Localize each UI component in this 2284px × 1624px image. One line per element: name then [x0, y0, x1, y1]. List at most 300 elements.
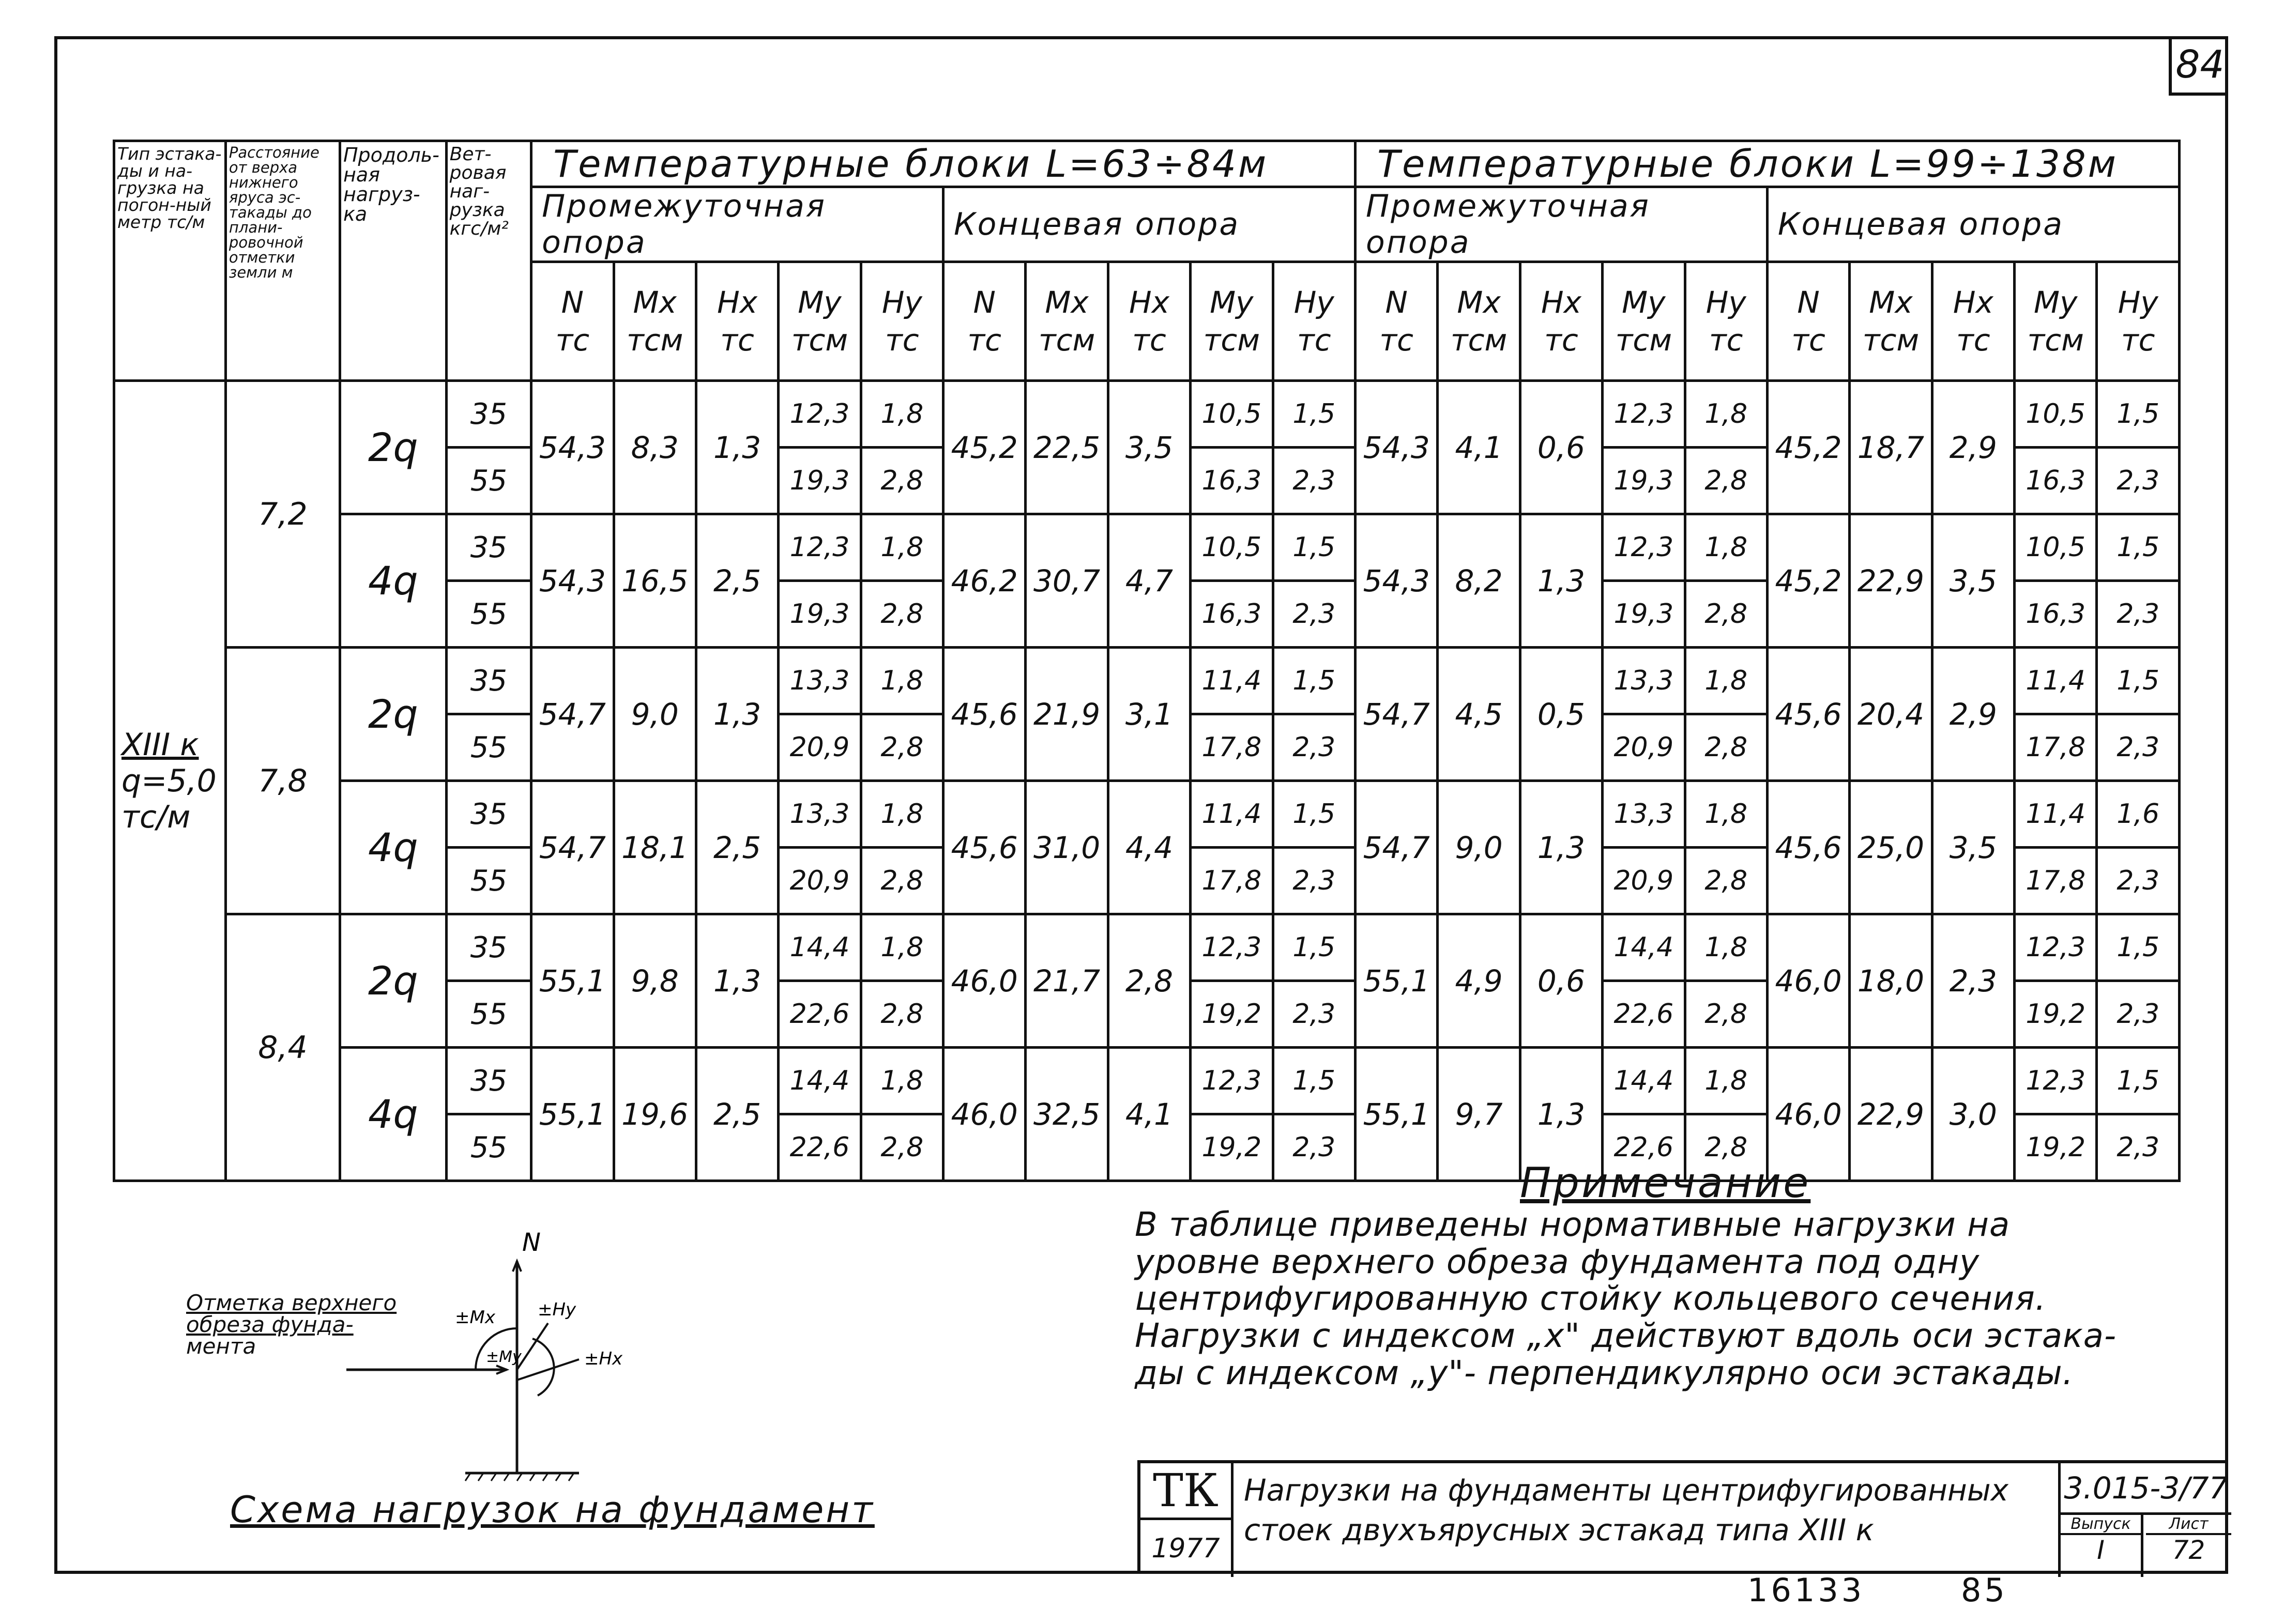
symbol-unit: тс: [967, 322, 1002, 358]
value-hy: 1,8: [861, 381, 943, 448]
note-line: ды с индексом „y"- перпендикулярно оси эстакады.: [1135, 1354, 2074, 1392]
value-hx: 4,7: [1108, 514, 1190, 648]
value-n: 46,2: [943, 514, 1026, 648]
group2-end-header: Концевая опора: [1767, 187, 2179, 262]
value-n: 54,7: [531, 648, 614, 781]
value-mx: 9,0: [1438, 781, 1520, 914]
value-hy: 1,6: [2097, 781, 2180, 848]
value-my: 11,4: [1191, 781, 1273, 848]
value-mx: 4,1: [1438, 381, 1520, 514]
value-my: 12,3: [1603, 381, 1685, 448]
symbol-header-hx: [1932, 262, 2014, 381]
value-my: 12,3: [1191, 1048, 1273, 1114]
symbol-header-hy: [1273, 262, 1356, 381]
symbol-name: Hy: [2118, 285, 2158, 320]
table-row: [114, 381, 2180, 448]
issue-label: Выпуск: [2061, 1515, 2141, 1535]
loads-table: [113, 140, 2181, 1182]
symbol-name: N: [973, 285, 996, 320]
value-hx: 3,0: [1932, 1048, 2014, 1181]
schema-caption: Схема нагрузок на фундамент: [230, 1489, 875, 1531]
symbol-header-hy: [861, 262, 943, 381]
mark-label-line: мента: [186, 1334, 256, 1359]
value-mx: 22,9: [1850, 514, 1932, 648]
value-my: 12,3: [779, 381, 861, 448]
value-hy: 1,5: [2097, 1048, 2180, 1114]
symbol-unit: тс: [1709, 322, 1743, 358]
value-hy: 2,3: [2097, 581, 2180, 648]
value-hy: 1,8: [1685, 514, 1767, 581]
symbol-unit: тсм: [1862, 322, 1920, 358]
value-hy: 2,8: [861, 848, 943, 914]
value-my: 19,3: [1603, 448, 1685, 514]
group1-header: Температурные блоки L=63÷84м: [531, 141, 1356, 187]
value-n: 54,3: [531, 514, 614, 648]
structure-type-cell: [114, 381, 226, 1181]
value-hy: 1,5: [2097, 914, 2180, 981]
value-my: 17,8: [2015, 714, 2097, 781]
value-n: 45,6: [943, 648, 1026, 781]
value-mx: 19,6: [614, 1048, 696, 1181]
symbol-name: N: [1385, 285, 1408, 320]
value-hx: 2,9: [1932, 648, 2014, 781]
symbol-header-n: [531, 262, 614, 381]
symbol-name: Hx: [1953, 285, 1993, 320]
longitudinal-load-cell: 4q: [340, 1048, 446, 1181]
symbol-unit: тс: [1297, 322, 1331, 358]
symbol-header-n: [1767, 262, 1849, 381]
value-my: 19,3: [779, 448, 861, 514]
value-mx: 8,3: [614, 381, 696, 514]
value-my: 14,4: [1603, 1048, 1685, 1114]
value-my: 10,5: [1191, 381, 1273, 448]
value-hx: 4,4: [1108, 781, 1190, 914]
issue-cell: [2058, 1515, 2143, 1577]
distance-cell: 7,8: [225, 648, 340, 914]
note-line: уровне верхнего обреза фундамента под одну: [1135, 1243, 1980, 1281]
symbol-header-hy: [2097, 262, 2180, 381]
value-hx: 1,3: [1520, 1048, 1602, 1181]
value-hx: 1,3: [696, 381, 778, 514]
symbol-unit: тс: [1132, 322, 1166, 358]
value-hy: 2,8: [861, 981, 943, 1048]
value-my: 22,6: [1603, 981, 1685, 1048]
value-my: 22,6: [1603, 1114, 1685, 1181]
value-hx: 4,1: [1108, 1048, 1190, 1181]
value-n: 46,0: [943, 1048, 1026, 1181]
note-line: центрифугированную стойку кольцевого сечения.: [1135, 1280, 2047, 1319]
value-hy: 2,8: [1685, 581, 1767, 648]
value-hy: 2,3: [1273, 1114, 1356, 1181]
value-my: 14,4: [779, 914, 861, 981]
symbol-name: My: [1210, 285, 1254, 320]
wind-pressure-cell: 55: [446, 848, 531, 914]
header-longitudinal-load: Продоль-ная нагруз-ка: [340, 141, 446, 381]
structure-type-load: q=5,0 тс/м: [121, 762, 217, 835]
mark-label-line: обреза фунда-: [186, 1312, 354, 1337]
longitudinal-load-cell: 2q: [340, 381, 446, 514]
value-hy: 2,8: [1685, 1114, 1767, 1181]
value-mx: 22,9: [1850, 1048, 1932, 1181]
value-n: 55,1: [1356, 1048, 1438, 1181]
value-n: 54,7: [1356, 781, 1438, 914]
wind-pressure-cell: 35: [446, 381, 531, 448]
value-n: 55,1: [1356, 914, 1438, 1048]
value-hy: 2,3: [1273, 981, 1356, 1048]
value-my: 10,5: [1191, 514, 1273, 581]
value-hx: 3,5: [1932, 514, 2014, 648]
value-n: 45,6: [1767, 648, 1849, 781]
group2-header: Температурные блоки L=99÷138м: [1356, 141, 2180, 187]
value-my: 17,8: [1191, 848, 1273, 914]
symbol-name: N: [561, 285, 584, 320]
header-distance: Расстояние от верха нижнего яруса эс-такады до плани-ровочной отметки земли м: [225, 141, 340, 381]
value-hy: 1,5: [1273, 1048, 1356, 1114]
value-my: 12,3: [2015, 1048, 2097, 1114]
symbol-unit: тс: [1544, 322, 1578, 358]
value-hy: 1,5: [1273, 648, 1356, 714]
symbol-unit: тсм: [626, 322, 683, 358]
wind-pressure-cell: 55: [446, 1114, 531, 1181]
symbol-unit: тсм: [1203, 322, 1260, 358]
distance-cell: 7,2: [225, 381, 340, 648]
value-mx: 21,9: [1026, 648, 1108, 781]
value-my: 11,4: [1191, 648, 1273, 714]
symbol-name: Hx: [1129, 285, 1169, 320]
value-my: 10,5: [2015, 514, 2097, 581]
table-row: [114, 914, 2180, 981]
value-hy: 1,8: [1685, 648, 1767, 714]
value-n: 46,0: [943, 914, 1026, 1048]
value-hy: 2,3: [2097, 714, 2180, 781]
value-hy: 1,5: [1273, 514, 1356, 581]
org-code: ТК: [1140, 1463, 1234, 1520]
symbol-unit: тс: [1791, 322, 1825, 358]
group1-end-header: Концевая опора: [943, 187, 1356, 262]
value-my: 13,3: [779, 781, 861, 848]
table-row: [114, 781, 2180, 848]
value-mx: 30,7: [1026, 514, 1108, 648]
wind-pressure-cell: 35: [446, 514, 531, 581]
value-hy: 1,8: [861, 914, 943, 981]
value-mx: 32,5: [1026, 1048, 1108, 1181]
header-wind-load: Вет-ровая наг-рузка кгс/м²: [446, 141, 531, 381]
symbol-name: Mx: [1457, 285, 1501, 320]
value-hy: 2,3: [1273, 848, 1356, 914]
value-hx: 3,1: [1108, 648, 1190, 781]
value-hx: 1,3: [696, 914, 778, 1048]
value-hx: 3,5: [1108, 381, 1190, 514]
longitudinal-load-cell: 2q: [340, 648, 446, 781]
value-n: 45,2: [1767, 514, 1849, 648]
value-my: 17,8: [1191, 714, 1273, 781]
table-row: [114, 514, 2180, 581]
value-hy: 1,8: [1685, 1048, 1767, 1114]
value-hx: 2,5: [696, 781, 778, 914]
symbol-header-mx: [1850, 262, 1932, 381]
value-mx: 20,4: [1850, 648, 1932, 781]
value-hy: 1,8: [1685, 381, 1767, 448]
document-code: 3.015-3/77: [2058, 1463, 2231, 1515]
value-mx: 18,0: [1850, 914, 1932, 1048]
archive-number: 16133: [1747, 1571, 1865, 1609]
symbol-header-my: [1603, 262, 1685, 381]
symbol-unit: тсм: [1450, 322, 1508, 358]
value-my: 20,9: [779, 714, 861, 781]
longitudinal-load-cell: 2q: [340, 914, 446, 1048]
wind-pressure-cell: 35: [446, 648, 531, 714]
value-my: 19,2: [1191, 981, 1273, 1048]
symbol-name: Hy: [1706, 285, 1746, 320]
value-mx: 21,7: [1026, 914, 1108, 1048]
value-n: 54,3: [531, 381, 614, 514]
table-row: [114, 648, 2180, 714]
wind-pressure-cell: 35: [446, 781, 531, 848]
symbol-name: N: [1797, 285, 1820, 320]
value-hy: 1,8: [861, 514, 943, 581]
value-mx: 4,9: [1438, 914, 1520, 1048]
wind-pressure-cell: 55: [446, 714, 531, 781]
symbol-header-n: [1356, 262, 1438, 381]
value-mx: 16,5: [614, 514, 696, 648]
value-hy: 2,8: [1685, 981, 1767, 1048]
value-my: 22,6: [779, 981, 861, 1048]
value-my: 12,3: [1603, 514, 1685, 581]
value-my: 13,3: [1603, 781, 1685, 848]
symbol-unit: тсм: [1038, 322, 1095, 358]
value-hy: 2,3: [1273, 448, 1356, 514]
symbol-name: My: [2034, 285, 2078, 320]
note-text: [1135, 1207, 2210, 1392]
value-mx: 8,2: [1438, 514, 1520, 648]
symbol-header-my: [779, 262, 861, 381]
value-hx: 2,8: [1108, 914, 1190, 1048]
value-n: 54,7: [531, 781, 614, 914]
symbol-name: Hx: [717, 285, 758, 320]
value-hy: 1,8: [861, 1048, 943, 1114]
bottom-numbers: [1747, 1571, 2091, 1609]
page-number: 84: [2169, 36, 2228, 96]
value-my: 11,4: [2015, 781, 2097, 848]
value-mx: 9,7: [1438, 1048, 1520, 1181]
value-my: 11,4: [2015, 648, 2097, 714]
longitudinal-load-cell: 4q: [340, 514, 446, 648]
value-hx: 3,5: [1932, 781, 2014, 914]
value-mx: 18,1: [614, 781, 696, 914]
value-my: 12,3: [779, 514, 861, 581]
wind-pressure-cell: 55: [446, 981, 531, 1048]
value-hy: 2,3: [1273, 714, 1356, 781]
symbol-header-hy: [1685, 262, 1767, 381]
value-hx: 0,6: [1520, 914, 1602, 1048]
value-hy: 2,8: [861, 1114, 943, 1181]
value-my: 13,3: [1603, 648, 1685, 714]
value-my: 16,3: [1191, 581, 1273, 648]
symbol-unit: тс: [885, 322, 919, 358]
value-n: 45,2: [1767, 381, 1849, 514]
value-hy: 1,8: [861, 648, 943, 714]
value-my: 12,3: [2015, 914, 2097, 981]
value-mx: 9,0: [614, 648, 696, 781]
schema-mx-label: ±Mx: [455, 1307, 495, 1328]
schema-hy-label: ±Hy: [538, 1299, 576, 1320]
symbol-header-mx: [1026, 262, 1108, 381]
symbol-header-n: [943, 262, 1026, 381]
value-my: 22,6: [779, 1114, 861, 1181]
value-mx: 31,0: [1026, 781, 1108, 914]
symbol-name: My: [1622, 285, 1666, 320]
value-hx: 2,5: [696, 514, 778, 648]
value-hx: 1,3: [1520, 514, 1602, 648]
value-n: 54,7: [1356, 648, 1438, 781]
value-hy: 2,3: [1273, 581, 1356, 648]
value-my: 10,5: [2015, 381, 2097, 448]
value-hy: 1,5: [1273, 381, 1356, 448]
structure-type-label: XIII к: [121, 726, 199, 763]
value-hy: 1,5: [2097, 648, 2180, 714]
note-line: В таблице приведены нормативные нагрузки на: [1135, 1206, 2011, 1244]
value-hy: 2,8: [1685, 448, 1767, 514]
value-n: 46,0: [1767, 1048, 1849, 1181]
value-my: 19,3: [779, 581, 861, 648]
title-line-2: стоек двухъярусных эстакад типа XIII к: [1244, 1512, 1874, 1548]
wind-pressure-cell: 55: [446, 448, 531, 514]
value-hx: 0,5: [1520, 648, 1602, 781]
value-hy: 1,5: [2097, 514, 2180, 581]
value-my: 19,2: [1191, 1114, 1273, 1181]
symbol-unit: тс: [1379, 322, 1414, 358]
wind-pressure-cell: 35: [446, 914, 531, 981]
value-my: 19,2: [2015, 981, 2097, 1048]
symbol-unit: тс: [1956, 322, 1990, 358]
title-line-1: Нагрузки на фундаменты центрифугированных: [1244, 1473, 2008, 1508]
symbol-unit: тсм: [2027, 322, 2084, 358]
value-mx: 4,5: [1438, 648, 1520, 781]
sheet-value: 72: [2172, 1535, 2205, 1565]
value-hy: 2,8: [1685, 714, 1767, 781]
symbol-unit: тс: [555, 322, 590, 358]
note-title: Примечание: [1520, 1159, 1811, 1207]
value-n: 54,3: [1356, 514, 1438, 648]
wind-pressure-cell: 55: [446, 581, 531, 648]
note-line: Нагрузки с индексом „x" действуют вдоль оси эстака-: [1135, 1317, 2117, 1356]
year: 1977: [1140, 1520, 1234, 1577]
header-type: Тип эстака-ды и на-грузка на погон-ный метр тс/м: [114, 141, 226, 381]
value-hy: 2,8: [861, 448, 943, 514]
value-hx: 2,3: [1932, 914, 2014, 1048]
title-block: [1137, 1460, 2228, 1574]
group1-intermediate-header: Промежуточная опора: [531, 187, 943, 262]
value-my: 17,8: [2015, 848, 2097, 914]
symbol-header-hx: [1108, 262, 1190, 381]
value-my: 20,9: [1603, 848, 1685, 914]
symbol-header-mx: [1438, 262, 1520, 381]
value-my: 20,9: [779, 848, 861, 914]
issue-value: I: [2097, 1535, 2105, 1565]
value-my: 16,3: [2015, 448, 2097, 514]
value-hy: 1,8: [1685, 914, 1767, 981]
value-hx: 1,3: [1520, 781, 1602, 914]
value-my: 20,9: [1603, 714, 1685, 781]
value-n: 45,6: [1767, 781, 1849, 914]
value-hy: 1,5: [2097, 381, 2180, 448]
value-hx: 2,5: [696, 1048, 778, 1181]
value-hy: 1,8: [1685, 781, 1767, 848]
value-n: 55,1: [531, 914, 614, 1048]
value-hx: 0,6: [1520, 381, 1602, 514]
wind-pressure-cell: 35: [446, 1048, 531, 1114]
value-hy: 1,5: [1273, 781, 1356, 848]
value-n: 55,1: [531, 1048, 614, 1181]
value-n: 54,3: [1356, 381, 1438, 514]
value-my: 14,4: [1603, 914, 1685, 981]
symbol-unit: тс: [720, 322, 754, 358]
table-row: [114, 1048, 2180, 1114]
symbol-unit: тсм: [791, 322, 848, 358]
sheet-cell: [2146, 1515, 2231, 1577]
value-mx: 25,0: [1850, 781, 1932, 914]
value-n: 45,2: [943, 381, 1026, 514]
value-mx: 18,7: [1850, 381, 1932, 514]
value-my: 19,2: [2015, 1114, 2097, 1181]
symbol-header-hx: [696, 262, 778, 381]
longitudinal-load-cell: 4q: [340, 781, 446, 914]
symbol-name: Hy: [881, 285, 922, 320]
group2-intermediate-header: Промежуточная опора: [1356, 187, 1768, 262]
value-my: 13,3: [779, 648, 861, 714]
symbol-header-my: [2015, 262, 2097, 381]
sheet-label: Лист: [2146, 1515, 2231, 1535]
value-mx: 22,5: [1026, 381, 1108, 514]
mark-label-line: Отметка верхнего: [186, 1290, 397, 1315]
schema-n-label: N: [522, 1230, 541, 1257]
value-my: 14,4: [779, 1048, 861, 1114]
value-hy: 2,3: [2097, 981, 2180, 1048]
value-hy: 2,8: [861, 581, 943, 648]
symbol-name: Mx: [1045, 285, 1089, 320]
symbol-header-my: [1191, 262, 1273, 381]
symbol-name: Mx: [633, 285, 677, 320]
value-my: 16,3: [2015, 581, 2097, 648]
value-hy: 1,5: [1273, 914, 1356, 981]
value-my: 16,3: [1191, 448, 1273, 514]
value-my: 12,3: [1191, 914, 1273, 981]
symbol-name: Hy: [1293, 285, 1334, 320]
schema-my-label: ±My: [486, 1348, 522, 1366]
value-hy: 2,3: [2097, 448, 2180, 514]
value-hy: 2,8: [1685, 848, 1767, 914]
symbol-name: Hx: [1541, 285, 1581, 320]
value-mx: 9,8: [614, 914, 696, 1048]
schema-hx-label: ±Hx: [584, 1349, 623, 1369]
value-hy: 2,3: [2097, 1114, 2180, 1181]
symbol-header-mx: [614, 262, 696, 381]
value-hy: 1,8: [861, 781, 943, 848]
value-hx: 1,3: [696, 648, 778, 781]
distance-cell: 8,4: [225, 914, 340, 1181]
value-hx: 2,9: [1932, 381, 2014, 514]
value-my: 19,3: [1603, 581, 1685, 648]
symbol-name: Mx: [1869, 285, 1913, 320]
symbol-name: My: [798, 285, 842, 320]
value-hy: 2,3: [2097, 848, 2180, 914]
value-n: 45,6: [943, 781, 1026, 914]
value-n: 46,0: [1767, 914, 1849, 1048]
value-hy: 2,8: [861, 714, 943, 781]
bottom-page-number: 85: [1960, 1571, 2008, 1609]
symbol-unit: тсм: [1615, 322, 1672, 358]
symbol-unit: тс: [2121, 322, 2155, 358]
